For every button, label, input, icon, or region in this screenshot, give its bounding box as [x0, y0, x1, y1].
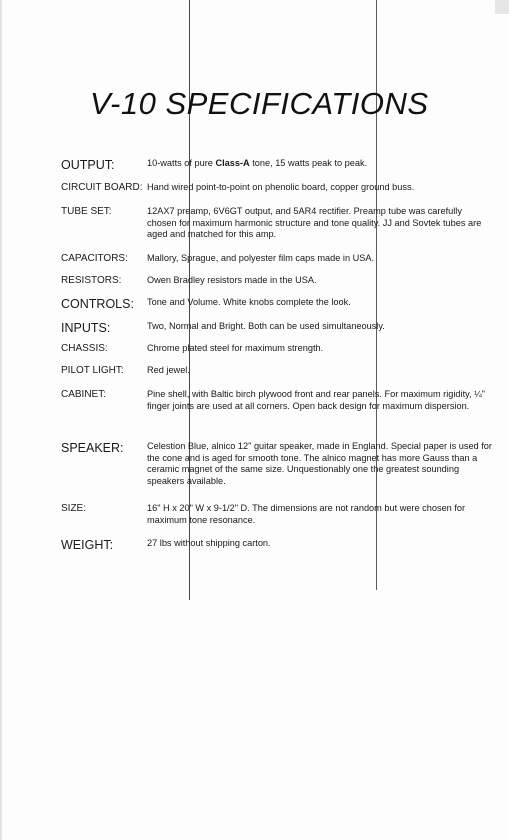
spec-label: INPUTS: — [61, 321, 111, 335]
spec-value-text: tone, 15 watts peak to peak. — [249, 158, 368, 168]
spec-value: Pine shell, with Baltic birch plywood front and rear panels. For maximum rigidity, ¼" finger joints are used at all corners. Open back design for maximum dispersion. — [147, 389, 486, 411]
spec-label: CHASSIS: — [61, 343, 108, 354]
spec-label: RESISTORS: — [61, 275, 122, 286]
spec-value: Chrome plated steel for maximum strength. — [147, 343, 324, 353]
spec-value: Red jewel. — [147, 365, 190, 375]
spec-value: 16" H x 20" W x 9-1/2" D. The dimensions are not random but were chosen for maximum tone resonance. — [147, 503, 466, 525]
spec-value: 27 lbs without shipping carton. — [147, 538, 271, 548]
spec-value — [147, 158, 492, 170]
spec-value: 12AX7 preamp, 6V6GT output, and 5AR4 rectifier. Preamp tube was carefully chosen for maximum harmonic structure and tone quality. JJ and Sovtek tubes are aged and matched for this amp. — [147, 206, 482, 239]
page-title: V-10 SPECIFICATIONS — [90, 86, 429, 121]
spec-label: CAPACITORS: — [61, 253, 128, 264]
spec-label: CIRCUIT BOARD: — [61, 182, 143, 193]
spec-value: Celestion Blue, alnico 12" guitar speaker, made in England. Special paper is used for the cone and is aged for smooth tone. The alnico magnet has more Gauss than a ceramic magnet of the same size. Unquestionably one the greatest sounding speakers available. — [147, 441, 492, 486]
spec-value: Hand wired point-to-point on phenolic board, copper ground buss. — [147, 182, 415, 192]
spec-label: SIZE: — [61, 503, 87, 514]
scan-corner-shade — [495, 0, 509, 14]
spec-value-emphasis: Class-A — [215, 158, 250, 168]
spec-label: TUBE SET: — [61, 206, 112, 217]
spec-value: Tone and Volume. White knobs complete the look. — [147, 297, 351, 307]
spec-label: SPEAKER: — [61, 441, 124, 455]
spec-label: PILOT LIGHT: — [61, 365, 124, 376]
spec-value: Two, Normal and Bright. Both can be used simultaneously. — [147, 321, 385, 331]
scan-edge-shadow — [0, 0, 3, 840]
spec-label: OUTPUT: — [61, 158, 115, 172]
spec-label: CABINET: — [61, 389, 107, 400]
spec-label: CONTROLS: — [61, 297, 134, 311]
spec-value: Mallory, Sprague, and polyester film caps made in USA. — [147, 253, 375, 263]
spec-value-text: 10-watts of pure — [147, 158, 216, 168]
spec-value: Owen Bradley resistors made in the USA. — [147, 275, 317, 285]
spec-label: WEIGHT: — [61, 538, 114, 552]
